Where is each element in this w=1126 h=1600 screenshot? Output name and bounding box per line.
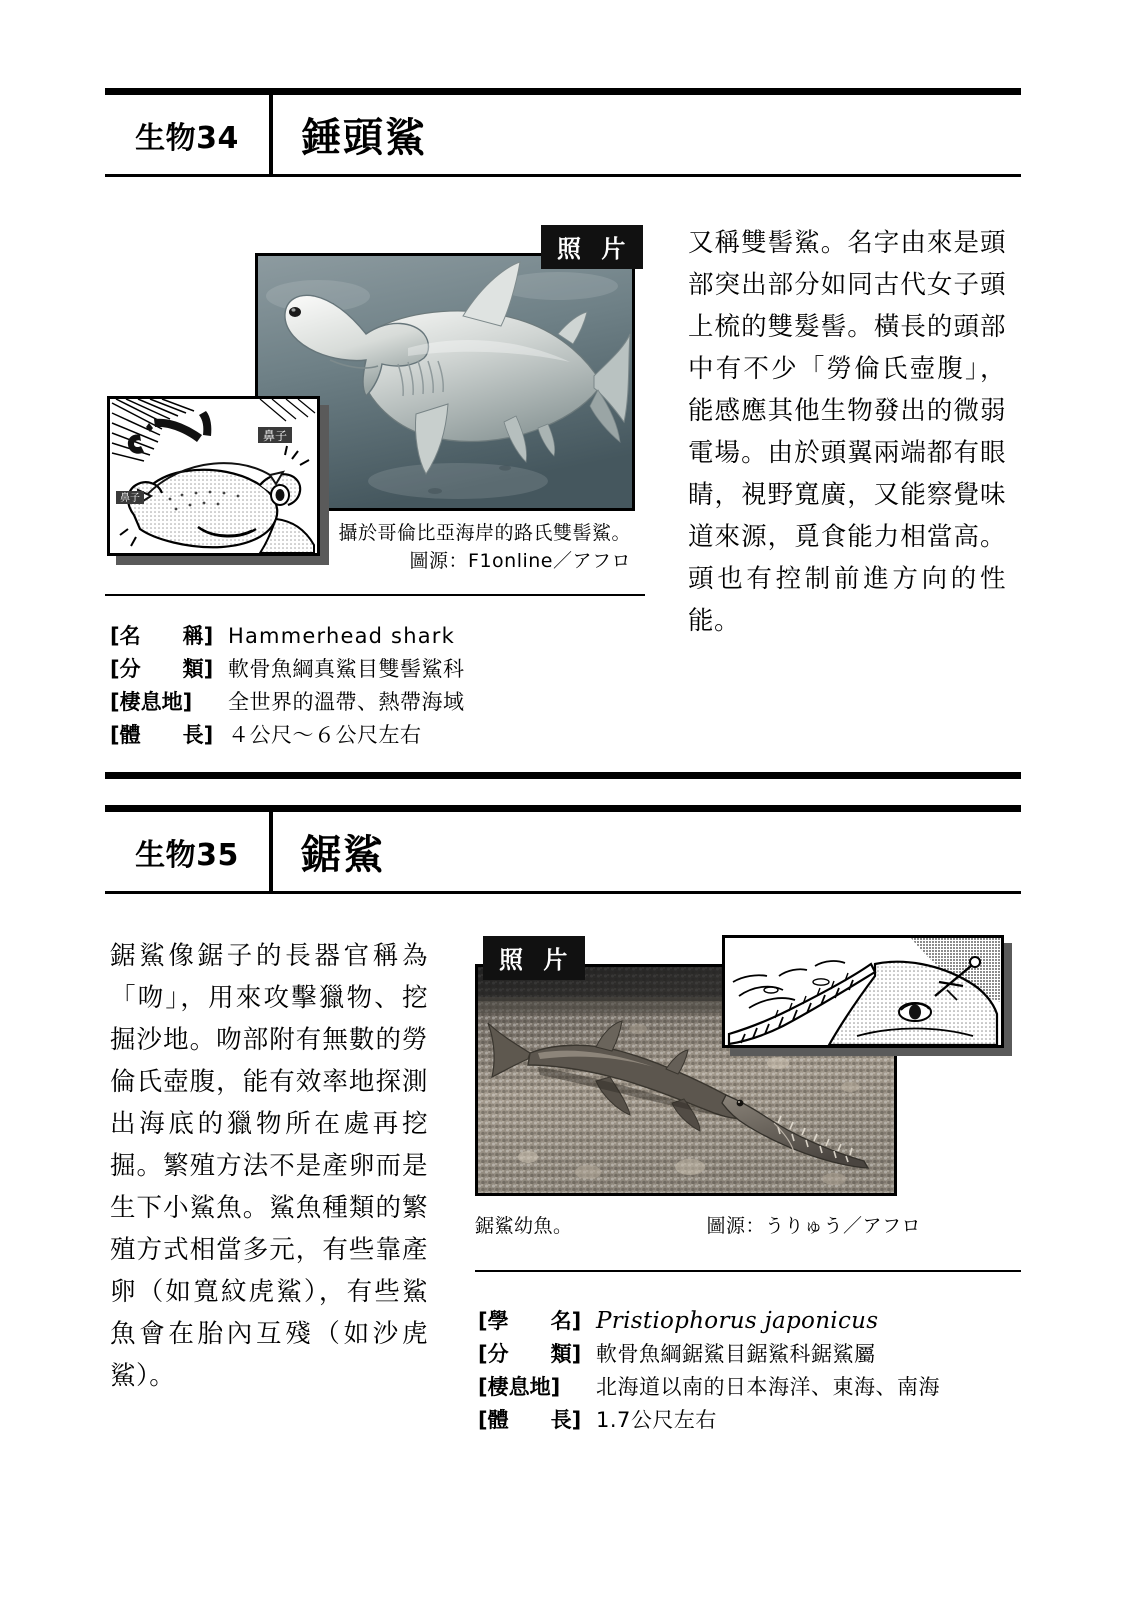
spec-key: [體 長]	[110, 723, 214, 747]
body-text-34: 又稱雙髻鯊。名字由來是頭部突出部分如同古代女子頭上梳的雙髮髻。橫長的頭部中有不少「勞倫氏壺腹」，能感應其他生物發出的微弱電場。由於頭翼兩端都有眼睛，視野寬廣，又能察覺味道來源，覓食能力相當高。頭也有控制前進方向的性能。	[688, 228, 1006, 636]
spec-row	[110, 719, 670, 752]
spec-value: Hammerhead shark	[228, 624, 455, 648]
spec-key: [分 類]	[110, 657, 214, 681]
manga-hammerhead-art	[110, 399, 317, 553]
manga-sawshark-art	[725, 938, 1001, 1045]
section-bottom-rule-34	[105, 772, 1021, 779]
label-nose-left: 鼻子	[120, 493, 140, 504]
caption-right: 圖源：うりゅう／アフロ	[706, 1215, 921, 1237]
spec-value: 軟骨魚綱真鯊目雙髻鯊科	[228, 657, 465, 681]
section-number-35: 生物35	[105, 812, 273, 891]
section-title-35: 鋸鯊	[301, 832, 385, 878]
manga-inset-34	[107, 396, 320, 556]
spec-value: 1.7公尺左右	[596, 1408, 717, 1432]
spec-row	[110, 653, 670, 686]
spec-list-34	[110, 620, 670, 752]
label-nose-right: 鼻子	[262, 429, 288, 443]
manga-inset-35	[722, 935, 1004, 1048]
spec-row	[110, 620, 670, 653]
section-header-row	[105, 95, 1021, 177]
caption-line-2: 圖源：F1online／アフロ	[409, 550, 631, 572]
section-creature-35	[105, 805, 1021, 894]
spec-key: [學 名]	[478, 1309, 582, 1333]
spec-key: [棲息地]	[110, 690, 193, 714]
spec-value: 全世界的溫帶、熱帶海域	[228, 690, 465, 714]
spec-divider-35	[475, 1270, 1021, 1272]
section-number-34: 生物34	[105, 95, 273, 174]
spec-key: [體 長]	[478, 1408, 582, 1432]
spec-row	[478, 1338, 1023, 1371]
spec-key: [棲息地]	[478, 1375, 561, 1399]
section-header-row	[105, 812, 1021, 894]
photo-tag-34: 照 片	[541, 225, 643, 269]
header-double-rule-top	[105, 88, 1021, 95]
section-title-34: 錘頭鯊	[301, 115, 427, 161]
spec-value: ４公尺～６公尺左右	[228, 723, 422, 747]
spec-divider-34	[105, 594, 645, 596]
spec-key: [分 類]	[478, 1342, 582, 1366]
spec-list-35	[478, 1305, 1023, 1437]
section-creature-34	[105, 88, 1021, 177]
photo-caption-35	[475, 1212, 921, 1240]
spec-row	[110, 686, 670, 719]
photo-tag-35: 照 片	[483, 936, 585, 980]
spec-row	[478, 1404, 1023, 1437]
spec-value: Pristiophorus japonicus	[596, 1308, 879, 1334]
spec-row	[478, 1305, 1023, 1338]
caption-line-1: 攝於哥倫比亞海岸的路氏雙髻鯊。	[338, 522, 631, 544]
spec-value: 北海道以南的日本海洋、東海、南海	[596, 1375, 940, 1399]
header-double-rule-top	[105, 805, 1021, 812]
spec-key: [名 稱]	[110, 624, 214, 648]
spec-row	[478, 1371, 1023, 1404]
caption-left: 鋸鯊幼魚。	[475, 1215, 573, 1237]
spec-value: 軟骨魚綱鋸鯊目鋸鯊科鋸鯊屬	[596, 1342, 876, 1366]
body-text-35: 鋸鯊像鋸子的長器官稱為「吻」，用來攻擊獵物、挖掘沙地。吻部附有無數的勞倫氏壺腹，能有效率地探測出海底的獵物所在處再挖掘。繁殖方法不是產卵而是生下小鯊魚。鯊魚種類的繁殖方式相當多元，有些靠產卵（如寬紋虎鯊），有些鯊魚會在胎內互殘（如沙虎鯊）。	[110, 941, 428, 1391]
